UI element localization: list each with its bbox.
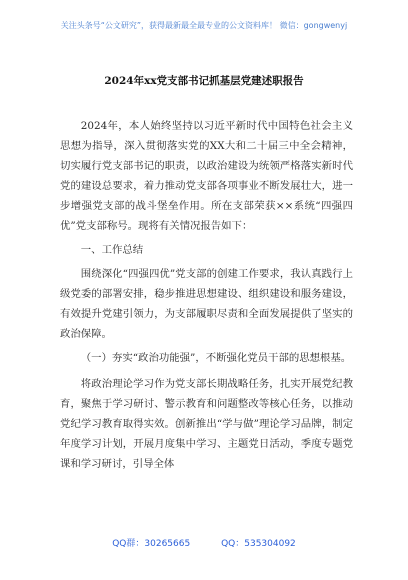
paragraph-summary: 围绕深化“四强四优”党支部的创建工作要求，我认真践行上级党委的部署安排，稳步推进思想建设、组织建设和服务建设，有效提升党建引领力，为支部履职尽责和全面发展提供了坚实的政治保障。 bbox=[60, 268, 353, 340]
footer-contacts bbox=[0, 536, 408, 549]
section-heading: 一、工作总结 bbox=[80, 244, 144, 256]
subsection-heading: （一）夯实“政治功能强”，不断强化党员干部的思想根基。 bbox=[80, 352, 352, 364]
document-title: 2024年xx党支部书记抓基层党建述职报告 bbox=[104, 75, 304, 87]
qq-group-text: QQ群：30265665 bbox=[112, 539, 191, 549]
paragraph-detail: 将政治理论学习作为党支部长期战略任务，扎实开展党纪教育，聚焦于学习研讨、警示教育和问题整改等核心任务，以推动党纪学习教育取得实效。创新推出“学与做”理论学习品牌，制定年度学习计划，开展月度集中学习、主题党日活动，季度专题党课和学习研讨，引导全体 bbox=[60, 378, 353, 470]
paragraph-intro: 2024年，本人始终坚持以习近平新时代中国特色社会主义思想为指导，深入贯彻落实党的XX大和二十届三中全会精神，切实履行党支部书记的职责，以政治建设为统领严格落实新时代党的建设总要求，着力推动党支部各项事业不断发展壮大，进一步增强党支部的战斗堡垒作用。所在支部荣获××系统“四强四优”党支部称号。现将有关情况报告如下： bbox=[60, 120, 353, 232]
document-body bbox=[60, 116, 353, 478]
qq-contact-text: QQ：535304092 bbox=[221, 539, 296, 549]
header-note: 关注头条号“公文研究”，获得最新最全最专业的公文资料库！ 微信：gongwenyj bbox=[60, 21, 348, 30]
